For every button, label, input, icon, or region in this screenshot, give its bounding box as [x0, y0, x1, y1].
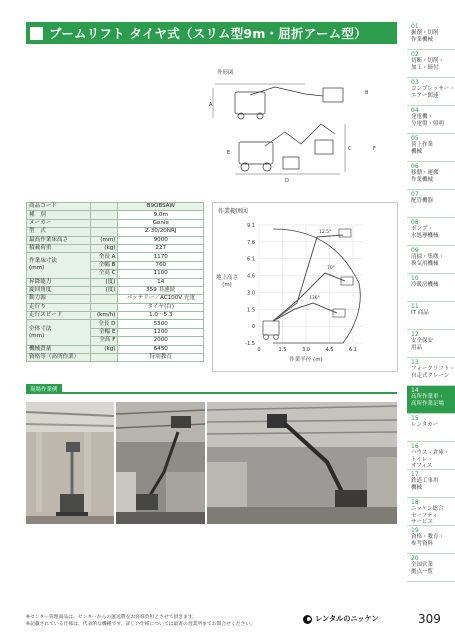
title-marker-box	[30, 27, 43, 40]
spec-row-value: B9OBSAW	[118, 203, 204, 211]
footer-note-1: ※センター管理商品は、センターからの運送費をお客様負担とさせて頂きます。	[26, 615, 198, 620]
platform-high	[339, 229, 351, 237]
category-index-number: 17	[411, 471, 419, 478]
spec-row-unit: (kg)	[91, 345, 118, 353]
category-index-item	[407, 134, 455, 162]
logo-text: レンタルのニッケン	[315, 614, 379, 623]
category-index-label: 清掃・集塵・	[411, 254, 445, 260]
category-index-label: 発電機・	[411, 114, 434, 120]
outline-diagram-label: 外形図	[217, 70, 234, 76]
y-tick-label: 3.0	[247, 290, 255, 297]
spec-row	[27, 345, 204, 353]
y-axis-label: (m)	[222, 282, 232, 288]
spec-row	[27, 253, 204, 261]
category-index-label: 参考資料	[411, 540, 434, 547]
logo-mark-icon	[303, 615, 312, 624]
x-tick-label: 6.1	[349, 347, 357, 353]
spec-row-value: 6450	[118, 345, 204, 353]
spec-row	[27, 312, 204, 320]
category-index-label: セーフティ	[411, 512, 438, 519]
category-index-item	[407, 302, 455, 330]
category-index-number: 13	[411, 359, 419, 366]
category-index-label: ハウス・倉庫・	[411, 450, 450, 456]
spec-sub-label: 全幅 E	[91, 328, 118, 336]
category-index-label: フォークリフト・	[411, 366, 455, 372]
page-title-bar	[26, 22, 397, 44]
spec-row-unit	[91, 203, 118, 211]
spec-row-label: 最高作業床高さ	[27, 236, 91, 244]
category-index-number: 20	[411, 555, 419, 562]
category-index-number: 19	[411, 527, 419, 534]
footer-note-2: ※記載されている仕様は、代表的な機種です。詳しい仕様については最寄の営業所までお問合せください。	[26, 622, 255, 627]
category-index-label: 拠点一覧	[411, 568, 434, 575]
spec-row-value: 1.0〜5.3	[118, 312, 204, 320]
spec-row-label: 積載荷重	[27, 244, 91, 252]
category-index-number: 04	[411, 107, 419, 114]
category-index-label: オフィス	[411, 463, 433, 469]
category-index-label: サービス	[411, 519, 434, 525]
category-index-number: 07	[411, 191, 419, 198]
category-index-label: 水処理機械	[411, 232, 439, 239]
category-index-label: 高所作業車・	[411, 394, 445, 400]
category-index-label: 配管機器	[411, 198, 434, 204]
spec-sub-label: 全高 C	[91, 270, 118, 278]
page-number: 309	[418, 612, 441, 626]
category-index-label: 全国営業	[411, 562, 434, 568]
spec-row	[27, 203, 204, 211]
spec-row-value: 9.0m	[118, 211, 204, 219]
category-index-number: 09	[411, 247, 419, 254]
spec-row-value: 9000	[118, 236, 204, 244]
spec-row-value: バッテリー／AC100V 充電	[118, 295, 204, 303]
spec-table	[26, 202, 204, 362]
category-index-number: 01	[411, 23, 419, 30]
spec-row-label: 旋回角度	[27, 286, 91, 294]
category-index-number: 02	[411, 51, 419, 58]
spec-group-label: 全体寸法 (mm)	[27, 320, 91, 345]
category-index-item	[407, 498, 455, 526]
spec-row-value: 5300	[118, 320, 204, 328]
category-index-label: レンタカー	[411, 422, 439, 428]
x-tick-label: 0	[257, 347, 261, 353]
spec-row-value: 特別教育	[118, 354, 204, 362]
category-index-number: 08	[411, 219, 419, 226]
spec-row	[27, 219, 204, 227]
spec-row	[27, 236, 204, 244]
x-tick-label: 3.0	[302, 347, 310, 353]
category-index-item	[407, 162, 455, 190]
spec-row-value: 1100	[118, 270, 204, 278]
category-index-label: エアー関連	[411, 92, 439, 99]
spec-row	[27, 228, 204, 236]
category-index-label: 用品	[411, 344, 423, 351]
outline-diagram	[205, 62, 395, 192]
category-index	[407, 22, 455, 610]
spec-row-unit	[91, 303, 118, 311]
category-index-label: 自走式クレーン	[411, 372, 450, 379]
category-index-item	[407, 386, 455, 414]
dim-label-b: B	[365, 90, 369, 96]
category-index-item	[407, 526, 455, 554]
spec-row	[27, 286, 204, 294]
spec-row	[27, 295, 204, 303]
spec-row	[27, 244, 204, 252]
category-index-number: 10	[411, 275, 419, 282]
y-tick-label: 7.6	[247, 239, 255, 246]
category-index-label: 資格・教育・	[411, 534, 445, 540]
site-photo-1	[26, 402, 114, 524]
spec-sub-label: 全長 D	[91, 320, 118, 328]
y-tick-label: 9.1	[247, 223, 255, 229]
spec-row-unit	[91, 295, 118, 303]
category-index-item	[407, 414, 455, 442]
outline-diagram-svg	[205, 62, 395, 192]
category-index-number: 14	[411, 387, 419, 394]
category-index-item	[407, 442, 455, 470]
dim-label-d: D	[285, 178, 289, 184]
category-index-item	[407, 470, 455, 498]
dim-label-f: F	[373, 146, 376, 152]
category-index-number: 16	[411, 443, 419, 450]
footer-notes	[26, 614, 255, 628]
category-index-label: 荷上作業	[411, 142, 434, 148]
x-tick-label: 1.5	[278, 347, 287, 353]
category-index-number: 12	[411, 331, 419, 338]
spec-row	[27, 303, 204, 311]
category-index-item	[407, 246, 455, 274]
category-index-label: トイレ・	[411, 456, 433, 463]
dim-label-e: E	[227, 150, 231, 156]
work-range-chart	[212, 202, 398, 372]
site-photo-3	[207, 402, 397, 524]
spec-row-value: タイヤ(白)	[118, 303, 204, 311]
category-index-number: 05	[411, 135, 419, 142]
spec-row-value: 1200	[118, 328, 204, 336]
category-index-item	[407, 274, 455, 302]
category-index-label: 機械	[411, 148, 423, 155]
spec-row-value: 359 非連続	[118, 286, 204, 294]
spec-row-label: 機械質量	[27, 345, 91, 353]
spec-row-value: Genie	[118, 219, 204, 227]
category-index-number: 11	[411, 303, 419, 310]
category-index-number: 06	[411, 163, 419, 170]
category-index-label: 換気用機械	[411, 260, 439, 267]
spec-sub-label: 全長 A	[91, 253, 118, 261]
angle-annotation: 136°	[309, 296, 320, 301]
category-index-number: 18	[411, 499, 419, 506]
category-index-item	[407, 50, 455, 78]
spec-row-label: 動力源	[27, 295, 91, 303]
platform-low	[333, 309, 345, 317]
work-range-svg	[213, 203, 397, 371]
spec-row	[27, 320, 204, 328]
photo-section-label: 現場作業例	[26, 384, 62, 393]
category-index-label: 鉄道工事用	[411, 478, 439, 484]
spec-row-label: 走行り	[27, 303, 91, 311]
spec-row-value: 227	[118, 244, 204, 252]
spec-row	[27, 354, 204, 362]
y-tick-label: -1.5	[245, 341, 255, 347]
site-photo-2	[116, 402, 205, 524]
spec-row-unit	[91, 354, 118, 362]
category-index-label: 作業機械	[411, 36, 434, 43]
spec-group-label: 作業床寸法 (mm)	[27, 253, 91, 278]
x-tick-label: 4.6	[325, 347, 334, 353]
y-axis-label: 地上高さ	[215, 275, 239, 281]
spec-row-label: 走行スピード	[27, 312, 91, 320]
category-index-item	[407, 22, 455, 50]
angle-annotation: 12.5°	[319, 230, 332, 235]
category-index-number: 15	[411, 415, 419, 422]
spec-row-unit: (mm)	[91, 236, 118, 244]
spec-row-unit	[91, 228, 118, 236]
spec-row-label: メーカー	[27, 219, 91, 227]
category-index-label: 機械	[411, 484, 423, 491]
y-tick-label: 6.1	[247, 256, 255, 263]
category-index-label: コンプレッサー・	[411, 86, 455, 92]
spec-row-unit: (度)	[91, 286, 118, 294]
spec-row-label: 型 式	[27, 228, 91, 236]
spec-row-label: 商品コード	[27, 203, 91, 211]
x-axis-label: 作業半径 (m)	[289, 357, 323, 363]
y-tick-label: 1.5	[247, 307, 255, 314]
y-tick-label: 0	[251, 324, 255, 331]
category-index-label: IT 商品	[411, 310, 429, 316]
company-logo	[303, 614, 379, 624]
dim-label-a: A	[209, 102, 213, 108]
category-index-label: 切断・切削・	[411, 58, 445, 64]
spec-row-unit	[91, 211, 118, 219]
y-tick-label: 4.6	[247, 273, 255, 280]
photo-section-header	[26, 384, 397, 394]
category-index-label: ニッケン総合	[411, 506, 444, 512]
category-index-label: ポンプ・	[411, 226, 434, 232]
category-index-label: 冷暖房機械	[411, 282, 439, 288]
spec-row-unit: (kg)	[91, 244, 118, 252]
category-index-label: 掘削・切削	[411, 30, 439, 36]
spec-sub-label: 全幅 B	[91, 261, 118, 269]
category-index-item	[407, 218, 455, 246]
category-index-label: 安全保安	[411, 338, 434, 344]
spec-row-label: 資格等（高所作業）	[27, 354, 91, 362]
category-index-item	[407, 554, 455, 582]
spec-row	[27, 278, 204, 286]
category-index-label: 高所作業足場	[411, 400, 445, 407]
category-index-item	[407, 78, 455, 106]
angle-annotation: 70°	[327, 266, 335, 271]
spec-row-label: 種 別	[27, 211, 91, 219]
category-index-item	[407, 330, 455, 358]
spec-row-unit	[91, 219, 118, 227]
category-index-label: 加工・締付	[411, 64, 439, 71]
spec-row-value: Z-30/20NRJ	[118, 228, 204, 236]
page-title: ブームリフト タイヤ式（スリム型9m・屈折アーム型）	[49, 26, 367, 41]
machine-outline	[263, 321, 279, 335]
category-index-number: 03	[411, 79, 419, 86]
category-index-item	[407, 190, 455, 218]
category-index-item	[407, 106, 455, 134]
spec-row-unit: (km/h)	[91, 312, 118, 320]
platform-mid	[341, 277, 353, 285]
category-index-label: 分電盤・照明	[411, 120, 445, 127]
spec-row-unit: (度)	[91, 278, 118, 286]
category-index-item	[407, 358, 455, 386]
category-index-label: 移動・運搬	[411, 170, 439, 176]
spec-sub-label: 全高 F	[91, 337, 118, 345]
spec-row-value: 2000	[118, 337, 204, 345]
spec-row	[27, 211, 204, 219]
dim-label-c: C	[348, 146, 352, 152]
spec-row-value: 14	[118, 278, 204, 286]
spec-row-label: 昇降能力	[27, 278, 91, 286]
spec-row-value: 1170	[118, 253, 204, 261]
category-index-label: 作業機械	[411, 176, 434, 183]
work-range-title: 作業範囲図	[218, 208, 249, 215]
spec-row-value: 760	[118, 261, 204, 269]
